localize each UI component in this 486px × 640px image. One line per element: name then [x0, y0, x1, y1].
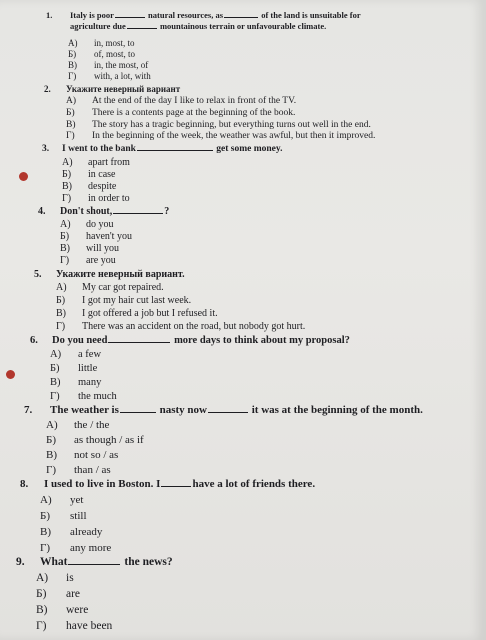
- stem-text: the news?: [124, 556, 173, 568]
- option-letter: Г): [68, 71, 77, 81]
- option-d[interactable]: [36, 620, 112, 632]
- stem-text: natural resources, as: [148, 10, 224, 20]
- option-text: apart from: [88, 157, 130, 168]
- option-text: many: [78, 377, 102, 388]
- answer-blank: [115, 17, 145, 18]
- option-letter: В): [60, 243, 70, 254]
- option-text: any more: [70, 542, 112, 554]
- option-text: In the beginning of the week, the weather was awful, but then it improved.: [92, 131, 376, 141]
- stem-text: What: [40, 556, 68, 568]
- answer-blank: [161, 486, 191, 487]
- option-b[interactable]: [66, 108, 295, 118]
- question-number: 7.: [24, 404, 33, 416]
- question-stem: Укажите неверный вариант: [66, 84, 181, 94]
- option-letter: В): [50, 377, 61, 388]
- option-text: There was an accident on the road, but nobody got hurt.: [82, 321, 306, 332]
- selection-mark-icon: [19, 172, 28, 181]
- option-c[interactable]: [68, 60, 148, 70]
- option-text: the / the: [74, 419, 110, 431]
- question-stem: [44, 478, 315, 490]
- option-a[interactable]: [46, 419, 109, 431]
- option-text: is: [66, 572, 74, 584]
- option-text: There is a contents page at the beginning of the book.: [92, 108, 296, 118]
- stem-text: of the land is unsuitable for: [261, 10, 361, 20]
- option-a[interactable]: [66, 96, 296, 106]
- option-letter: А): [60, 219, 71, 230]
- option-letter: А): [40, 494, 52, 506]
- option-text: despite: [88, 181, 117, 192]
- question-stem: [52, 335, 350, 346]
- option-c[interactable]: [66, 120, 371, 130]
- option-text: I got my hair cut last week.: [82, 295, 192, 306]
- answer-blank: [108, 342, 170, 343]
- option-c[interactable]: [60, 243, 119, 254]
- option-text: were: [66, 604, 89, 616]
- option-letter: Г): [56, 321, 66, 332]
- stem-text: mountainous terrain or unfavourable climate.: [159, 21, 327, 31]
- stem-text: Don't shout,: [60, 206, 113, 217]
- answer-blank: [224, 17, 258, 18]
- stem-text: it was at the beginning of the month.: [251, 404, 423, 416]
- option-b[interactable]: [46, 434, 144, 446]
- option-text: My car got repaired.: [82, 282, 164, 293]
- option-a[interactable]: [40, 494, 83, 506]
- option-text: not so / as: [74, 449, 119, 461]
- option-letter: А): [66, 96, 77, 106]
- question-stem: [60, 206, 169, 217]
- stem-text: agriculture due: [70, 21, 126, 31]
- option-letter: А): [50, 349, 62, 360]
- option-text: still: [70, 510, 87, 522]
- question-number: 1.: [46, 10, 53, 20]
- stem-text: get some money.: [216, 144, 283, 154]
- option-d[interactable]: [62, 193, 130, 204]
- option-text: do you: [86, 219, 114, 230]
- option-text: already: [70, 526, 103, 538]
- option-text: little: [78, 363, 98, 374]
- option-text: yet: [70, 494, 84, 506]
- question-number: 9.: [16, 556, 25, 568]
- answer-blank: [208, 412, 248, 413]
- option-a[interactable]: [60, 219, 114, 230]
- option-text: with, a lot, with: [94, 71, 151, 81]
- stem-text: Italy is poor: [70, 10, 114, 20]
- option-letter: А): [62, 157, 73, 168]
- option-letter: Г): [40, 542, 51, 554]
- option-text: are you: [86, 255, 116, 266]
- stem-text: more days to think about my proposal?: [174, 335, 350, 346]
- option-text: in, the most, of: [94, 60, 149, 70]
- option-letter: Г): [50, 391, 60, 402]
- option-text: in order to: [88, 193, 130, 204]
- option-letter: Г): [66, 131, 75, 141]
- option-text: a few: [78, 349, 102, 360]
- question-number: 4.: [38, 206, 46, 217]
- option-letter: В): [66, 120, 76, 130]
- option-a[interactable]: [62, 157, 130, 168]
- stem-text: The weather is: [50, 404, 119, 416]
- selection-mark-icon: [6, 370, 15, 379]
- option-letter: В): [62, 181, 72, 192]
- option-d[interactable]: [60, 255, 116, 266]
- option-letter: Г): [62, 193, 72, 204]
- option-letter: А): [36, 572, 49, 584]
- option-text: are: [66, 588, 81, 600]
- option-letter: Г): [46, 464, 57, 476]
- option-d[interactable]: [50, 391, 117, 402]
- option-letter: В): [56, 308, 66, 319]
- answer-blank: [127, 28, 157, 29]
- option-d[interactable]: [56, 321, 305, 332]
- stem-text: have a lot of friends there.: [192, 478, 316, 490]
- stem-text: I went to the bank: [62, 144, 136, 154]
- option-b[interactable]: [68, 49, 135, 59]
- option-a[interactable]: [68, 38, 135, 48]
- option-text: in case: [88, 169, 116, 180]
- option-d[interactable]: [46, 464, 111, 476]
- option-letter: Б): [62, 169, 72, 180]
- option-letter: А): [68, 38, 78, 48]
- option-letter: Б): [56, 295, 66, 306]
- option-c[interactable]: [36, 604, 88, 616]
- option-text: than / as: [74, 464, 111, 476]
- question-stem: Укажите неверный вариант.: [56, 269, 185, 280]
- option-b[interactable]: [62, 169, 116, 180]
- option-letter: Б): [60, 231, 70, 242]
- question-number: 2.: [44, 84, 51, 94]
- stem-text: nasty now: [159, 404, 207, 416]
- option-c[interactable]: [62, 181, 116, 192]
- option-letter: Б): [68, 49, 77, 59]
- option-letter: Г): [60, 255, 70, 266]
- option-b[interactable]: [60, 231, 132, 242]
- option-a[interactable]: [50, 349, 101, 360]
- option-b[interactable]: [56, 295, 191, 306]
- option-letter: А): [46, 419, 58, 431]
- option-d[interactable]: [40, 542, 111, 554]
- option-b[interactable]: [40, 510, 87, 522]
- stem-text: ?: [164, 206, 170, 217]
- option-text: will you: [86, 243, 120, 254]
- option-text: The story has a tragic beginning, but everything turns out well in the end.: [92, 120, 371, 130]
- answer-blank: [68, 564, 120, 565]
- question-stem: [50, 404, 423, 416]
- option-b[interactable]: [50, 363, 97, 374]
- question-stem: [62, 144, 283, 154]
- option-c[interactable]: [40, 526, 102, 538]
- option-c[interactable]: [56, 308, 218, 319]
- option-text: of, most, to: [94, 49, 136, 59]
- stem-text: Do you need: [52, 335, 108, 346]
- option-letter: В): [36, 604, 48, 616]
- option-letter: А): [56, 282, 67, 293]
- option-letter: В): [46, 449, 57, 461]
- answer-blank: [113, 213, 163, 214]
- option-c[interactable]: [46, 449, 118, 461]
- option-text: as though / as if: [74, 434, 144, 446]
- option-d[interactable]: [68, 71, 151, 81]
- question-number: 8.: [20, 478, 29, 490]
- option-letter: В): [68, 60, 77, 70]
- option-text: in, most, to: [94, 38, 135, 48]
- option-letter: В): [40, 526, 51, 538]
- answer-blank: [120, 412, 156, 413]
- question-stem: [40, 556, 173, 568]
- option-b[interactable]: [36, 588, 80, 600]
- option-text: I got offered a job but I refused it.: [82, 308, 218, 319]
- question-number: 6.: [30, 335, 38, 346]
- stem-text: I used to live in Boston. I: [44, 478, 161, 490]
- option-letter: Б): [40, 510, 50, 522]
- option-letter: Б): [46, 434, 56, 446]
- option-letter: Г): [36, 620, 47, 632]
- question-stem-line-2: [70, 21, 326, 31]
- option-text: have been: [66, 620, 113, 632]
- question-stem: [70, 10, 361, 20]
- option-a[interactable]: [36, 572, 74, 584]
- option-letter: Б): [66, 108, 75, 118]
- option-text: the much: [78, 391, 117, 402]
- answer-blank: [137, 150, 213, 151]
- option-d[interactable]: [66, 131, 375, 141]
- question-number: 5.: [34, 269, 42, 280]
- option-letter: Б): [50, 363, 60, 374]
- option-text: At the end of the day I like to relax in front of the TV.: [92, 96, 297, 106]
- option-a[interactable]: [56, 282, 164, 293]
- option-text: haven't you: [86, 231, 132, 242]
- question-number: 3.: [42, 144, 50, 154]
- option-letter: Б): [36, 588, 47, 600]
- option-c[interactable]: [50, 377, 101, 388]
